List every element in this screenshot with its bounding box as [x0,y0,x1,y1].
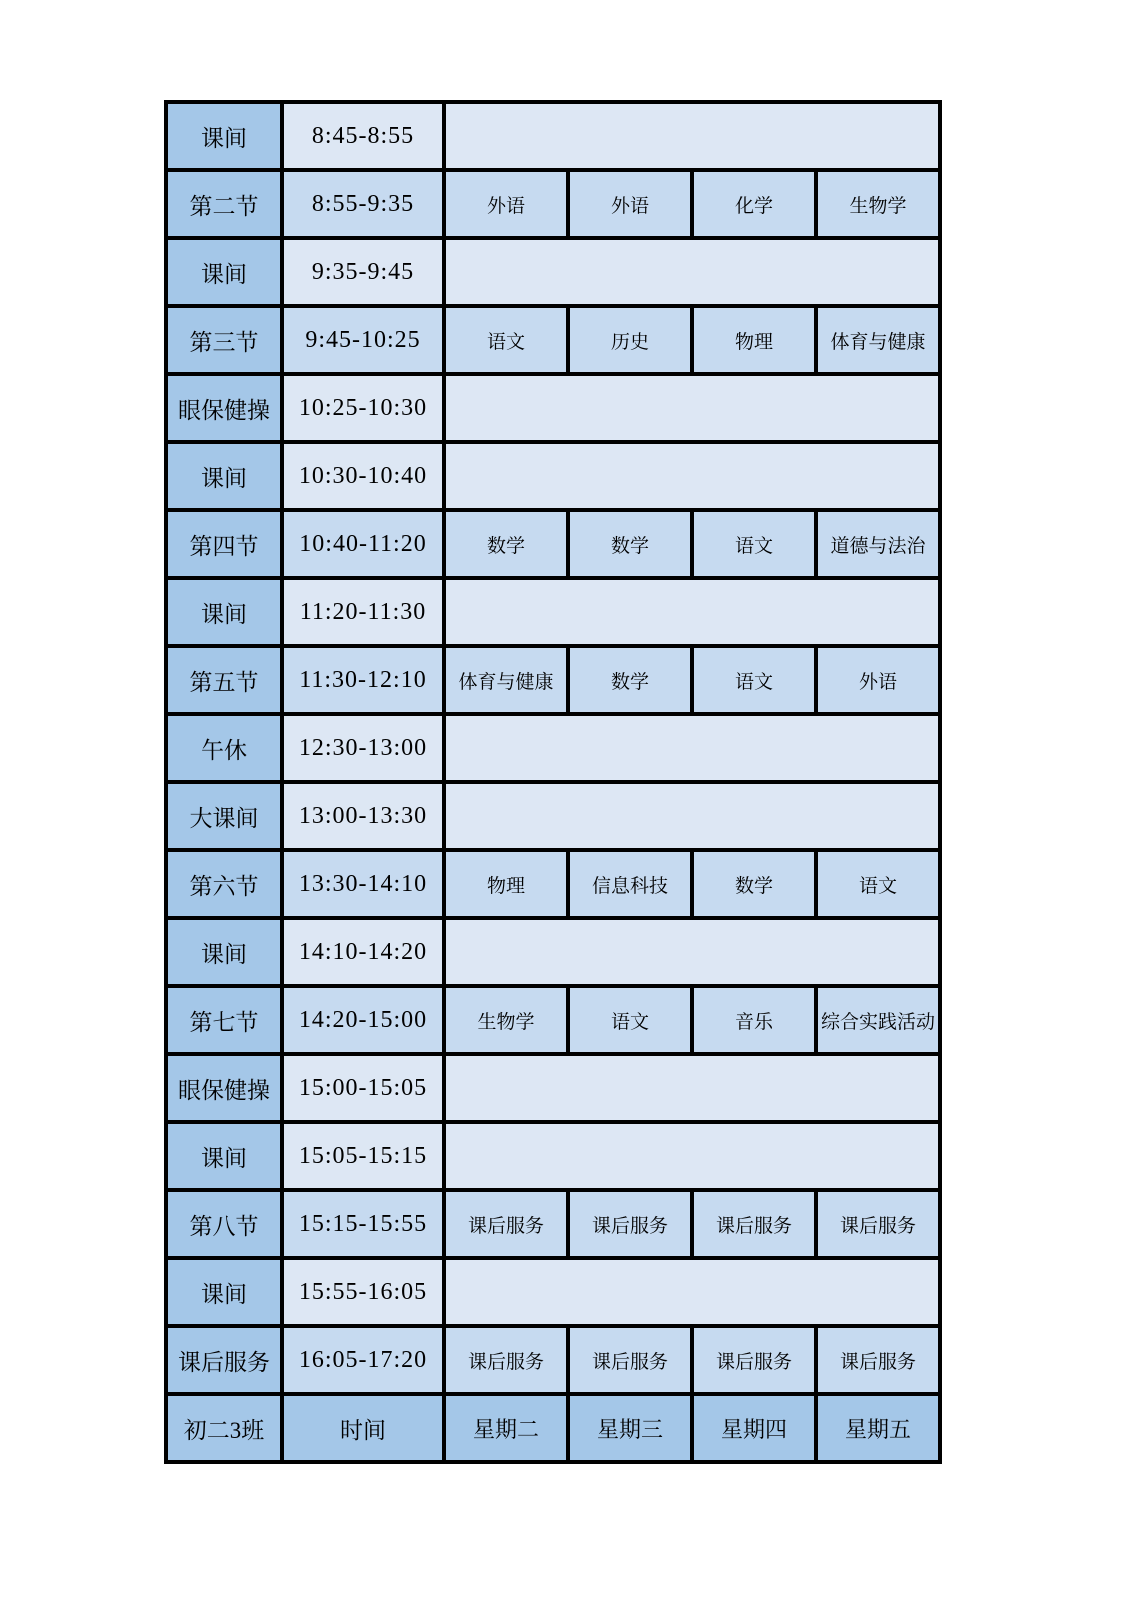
subject-cell: 课后服务 [444,1326,568,1394]
subject-cell: 化学 [692,170,816,238]
table-row-break [166,442,940,510]
subject-cell: 课后服务 [692,1190,816,1258]
subject-cell: 课后服务 [816,1190,940,1258]
empty-break-cell [444,1258,940,1326]
table-row-break [166,1258,940,1326]
period-cell: 课间 [166,1258,282,1326]
time-cell: 9:45-10:25 [282,306,444,374]
table-row-break [166,238,940,306]
day-header-cell: 星期四 [692,1394,816,1462]
empty-break-cell [444,918,940,986]
period-cell: 眼保健操 [166,1054,282,1122]
subject-cell: 数学 [568,646,692,714]
subject-cell: 生物学 [444,986,568,1054]
subject-cell: 音乐 [692,986,816,1054]
table-header-row [166,1394,940,1462]
table-row-lesson [166,850,940,918]
time-cell: 15:05-15:15 [282,1122,444,1190]
subject-cell: 外语 [444,170,568,238]
subject-cell: 信息科技 [568,850,692,918]
time-cell: 8:45-8:55 [282,102,444,170]
table-row-lesson [166,170,940,238]
empty-break-cell [444,578,940,646]
empty-break-cell [444,782,940,850]
table-row-lesson [166,646,940,714]
period-cell: 课间 [166,238,282,306]
time-header-cell: 时间 [282,1394,444,1462]
empty-break-cell [444,102,940,170]
empty-break-cell [444,1054,940,1122]
time-cell: 15:00-15:05 [282,1054,444,1122]
period-cell: 第四节 [166,510,282,578]
empty-break-cell [444,1122,940,1190]
time-cell: 14:20-15:00 [282,986,444,1054]
period-cell: 第三节 [166,306,282,374]
subject-cell: 语文 [568,986,692,1054]
table-row-lesson [166,306,940,374]
empty-break-cell [444,374,940,442]
subject-cell: 课后服务 [568,1326,692,1394]
time-cell: 11:30-12:10 [282,646,444,714]
empty-break-cell [444,442,940,510]
day-header-cell: 星期二 [444,1394,568,1462]
table-row-break [166,714,940,782]
subject-cell: 外语 [568,170,692,238]
table-row-lesson [166,510,940,578]
table-row-lesson [166,1190,940,1258]
time-cell: 16:05-17:20 [282,1326,444,1394]
subject-cell: 生物学 [816,170,940,238]
table-row-break [166,374,940,442]
subject-cell: 课后服务 [444,1190,568,1258]
day-header-cell: 星期三 [568,1394,692,1462]
table-row-break [166,102,940,170]
period-cell: 课间 [166,442,282,510]
time-cell: 12:30-13:00 [282,714,444,782]
table-row-break [166,918,940,986]
subject-cell: 数学 [568,510,692,578]
subject-cell: 综合实践活动 [816,986,940,1054]
time-cell: 15:55-16:05 [282,1258,444,1326]
period-cell: 课间 [166,578,282,646]
subject-cell: 语文 [816,850,940,918]
empty-break-cell [444,714,940,782]
time-cell: 14:10-14:20 [282,918,444,986]
time-cell: 9:35-9:45 [282,238,444,306]
subject-cell: 物理 [692,306,816,374]
time-cell: 15:15-15:55 [282,1190,444,1258]
class-name-cell: 初二3班 [166,1394,282,1462]
time-cell: 10:40-11:20 [282,510,444,578]
time-cell: 8:55-9:35 [282,170,444,238]
subject-cell: 语文 [692,510,816,578]
subject-cell: 语文 [692,646,816,714]
table-row-break [166,1054,940,1122]
time-cell: 13:00-13:30 [282,782,444,850]
day-header-cell: 星期五 [816,1394,940,1462]
subject-cell: 物理 [444,850,568,918]
table-row-lesson [166,1326,940,1394]
time-cell: 11:20-11:30 [282,578,444,646]
period-cell: 第六节 [166,850,282,918]
table-row-break [166,1122,940,1190]
period-cell: 第五节 [166,646,282,714]
period-cell: 课间 [166,102,282,170]
period-cell: 课间 [166,1122,282,1190]
period-cell: 课后服务 [166,1326,282,1394]
subject-cell: 外语 [816,646,940,714]
period-cell: 第七节 [166,986,282,1054]
subject-cell: 数学 [444,510,568,578]
time-cell: 13:30-14:10 [282,850,444,918]
timetable [164,100,942,1464]
subject-cell: 体育与健康 [444,646,568,714]
subject-cell: 课后服务 [816,1326,940,1394]
table-row-lesson [166,986,940,1054]
subject-cell: 数学 [692,850,816,918]
time-cell: 10:30-10:40 [282,442,444,510]
period-cell: 第八节 [166,1190,282,1258]
period-cell: 课间 [166,918,282,986]
subject-cell: 课后服务 [692,1326,816,1394]
subject-cell: 课后服务 [568,1190,692,1258]
subject-cell: 语文 [444,306,568,374]
subject-cell: 道德与法治 [816,510,940,578]
empty-break-cell [444,238,940,306]
subject-cell: 历史 [568,306,692,374]
period-cell: 午休 [166,714,282,782]
subject-cell: 体育与健康 [816,306,940,374]
table-row-break [166,782,940,850]
period-cell: 大课间 [166,782,282,850]
time-cell: 10:25-10:30 [282,374,444,442]
period-cell: 第二节 [166,170,282,238]
period-cell: 眼保健操 [166,374,282,442]
table-row-break [166,578,940,646]
